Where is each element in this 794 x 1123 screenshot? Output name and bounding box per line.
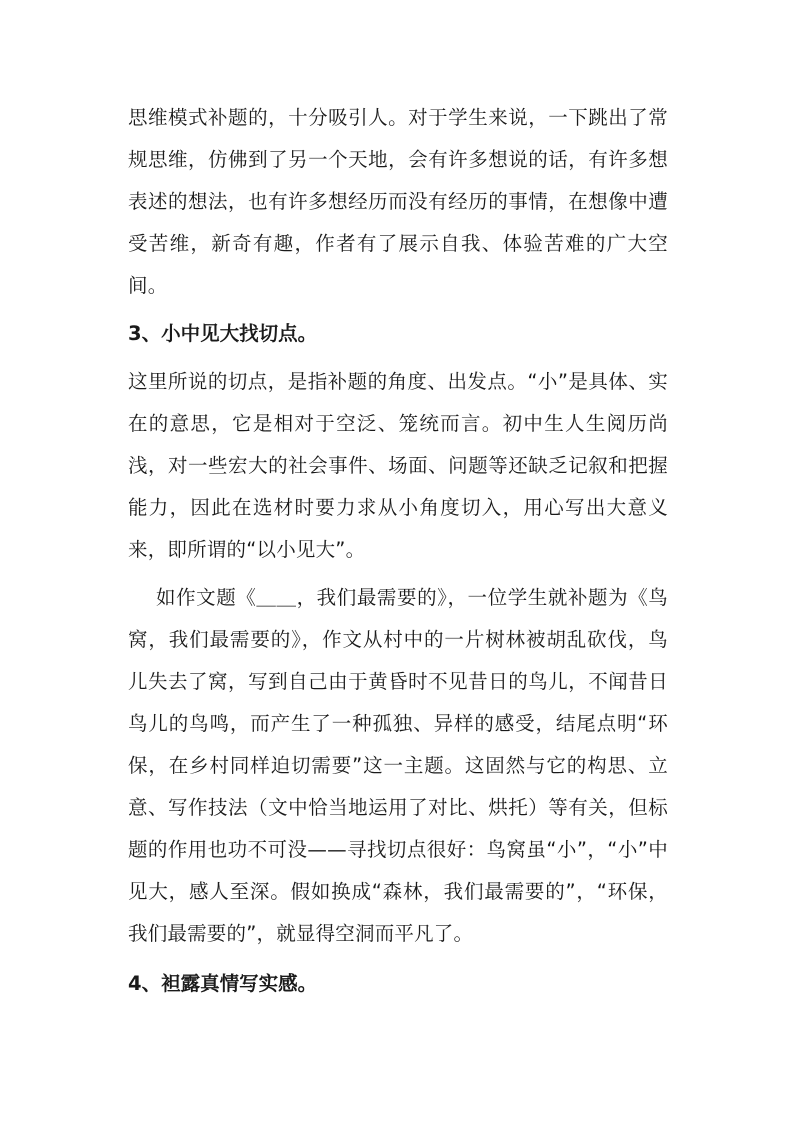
paragraph-example: 如作文题《＿＿，我们最需要的》，一位学生就补题为《鸟窝，我们最需要的》，作文从村中的一片树林被胡乱砍伐，鸟儿失去了窝，写到自己由于黄昏时不见昔日的鸟儿，不闻昔日鸟儿的鸟鸣，而产生了一种孤独、异样的感受，结尾点明“环保，在乡村同样迫切需要”这一主题。这固然与它的构思、立意、写作技法（文中恰当地运用了对比、烘托）等有关，但标题的作用也功不可没——寻找切点很好：鸟窝虽“小”，“小”中见大，感人至深。假如换成“森林，我们最需要的”，“环保，我们最需要的”，就显得空洞而平凡了。 <box>128 586 668 945</box>
document-body <box>128 97 668 1005</box>
paragraph-cut-point: 这里所说的切点，是指补题的角度、出发点。“小”是具体、实在的意思，它是相对于空泛、笼统而言。初中生人生阅历尚浅，对一些宏大的社会事件、场面、问题等还缺乏记叙和把握能力，因此在选材时要力求从小角度切入，用心写出大意义来，即所谓的“以小见大”。 <box>128 370 668 561</box>
section-heading-3: 3、小中见大找切点。 <box>128 322 318 345</box>
section-heading-4: 4、袒露真情写实感。 <box>128 972 318 995</box>
paragraph-intro: 思维模式补题的，十分吸引人。对于学生来说，一下跳出了常规思维，仿佛到了另一个天地，会有许多想说的话，有许多想表述的想法，也有许多想经历而没有经历的事情，在想像中遭受苦维，新奇有趣，作者有了展示自我、体验苦难的广大空间。 <box>128 106 668 297</box>
